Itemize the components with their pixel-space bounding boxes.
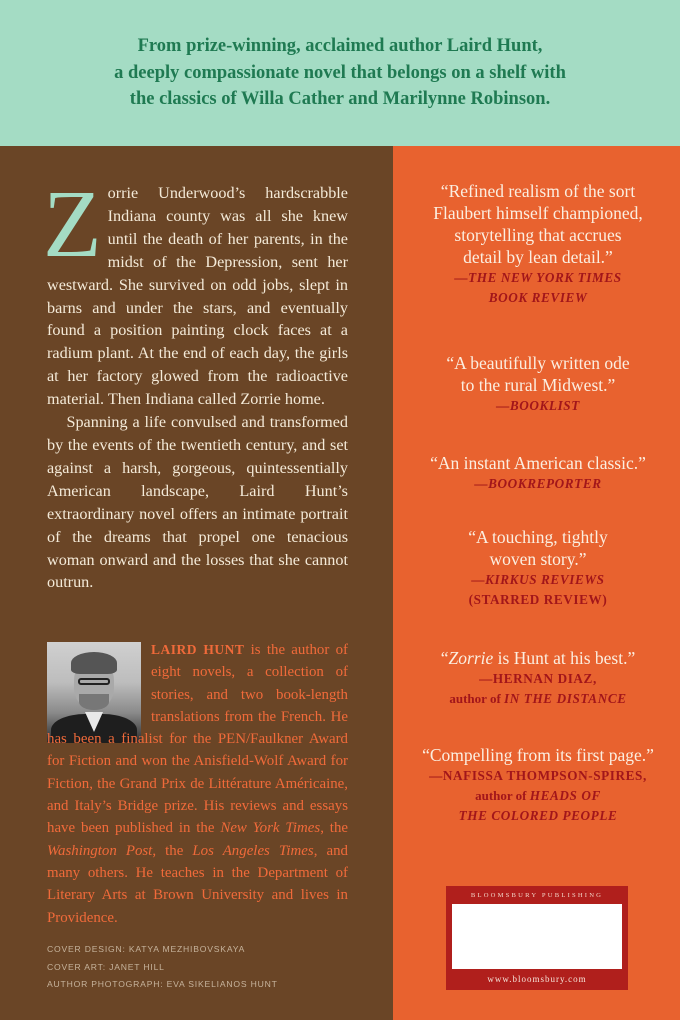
- banner-blurb: [60, 33, 620, 113]
- synopsis: [43, 170, 348, 594]
- banner-line-3: the classics of Willa Cather and Marilynne Robinson.: [129, 89, 551, 110]
- publisher-barcode-box: [446, 886, 628, 990]
- quote-booklist: “A beautifully written ode to the rural Midwest.” —BOOKLIST: [446, 353, 630, 413]
- barcode-area: [452, 904, 622, 969]
- synopsis-paragraph-1: Zorrie Underwood’s hardscrabble Indiana county was all she knew until the death of her parents, in the midst of the Depression, sent her westward. She survived on odd jobs, slept in barns and under the stars, and eventually found a position painting clock faces at a radium plant. At the end of each day, the girls at her factory glowed from the radioactive material. Then Indiana called Zorrie home.: [43, 170, 348, 409]
- author-name: LAIRD HUNT: [151, 642, 245, 657]
- credit-photo: AUTHOR PHOTOGRAPH: EVA SIKELIANOS HUNT: [47, 979, 278, 989]
- author-bio: LAIRD HUNT is the author of eight novels, a collection of stories, and two book-length translations from the French. He has been a finalist for the PEN/Faulkner Award for Fiction and won the Anisfield-Wolf Award for Fiction, the Grand Prix de Littérature Américaine, and Italy’s Bridge prize. His reviews and essays have been published in the New York Times, the Washington Post, the Los Angeles Times, and many others. He teaches in the Department of Literary Arts at Brown University and lives in Providence.: [47, 642, 349, 926]
- quote-kirkus: “A touching, tightly woven story.” —KIRKUS REVIEWS (STARRED REVIEW): [468, 527, 608, 607]
- publisher-url: www.bloomsbury.com: [487, 974, 587, 984]
- banner-line-2: a deeply compassionate novel that belongs on a shelf with: [114, 62, 566, 83]
- publisher-name: BLOOMSBURY PUBLISHING: [470, 892, 604, 899]
- top-banner: [0, 0, 680, 146]
- credit-art: COVER ART: JANET HILL: [47, 961, 165, 972]
- banner-line-1: From prize-winning, acclaimed author Laird Hunt,: [137, 36, 543, 57]
- quote-nafissa-thompson-spires: “Compelling from its first page.” —NAFISSA THOMPSON-SPIRES, author of HEADS OF THE COLORED PEOPLE: [422, 745, 654, 823]
- cover-credits: [47, 941, 367, 994]
- quote-nyt: “Refined realism of the sort Flaubert himself championed, storytelling that accrues detail by lean detail.” —THE NEW YORK TIMES BOOK REVIEW: [433, 181, 643, 305]
- quote-hernan-diaz: “Zorrie is Hunt at his best.” —HERNAN DIAZ, author of IN THE DISTANCE: [440, 648, 636, 706]
- credit-design: COVER DESIGN: KATYA MEZHIBOVSKAYA: [47, 944, 246, 954]
- quote-bookreporter: “An instant American classic.” —BOOKREPORTER: [430, 453, 646, 491]
- drop-cap: Z: [43, 170, 102, 277]
- synopsis-paragraph-2: Spanning a life convulsed and transformed by the events of the twentieth century, and set against a harsh, gorgeous, quintessentially American landscape, Laird Hunt’s extraordinary novel offers an intimate portrait of the dreams that propel one tenacious woman onward and the losses that she cannot outrun.: [47, 413, 348, 592]
